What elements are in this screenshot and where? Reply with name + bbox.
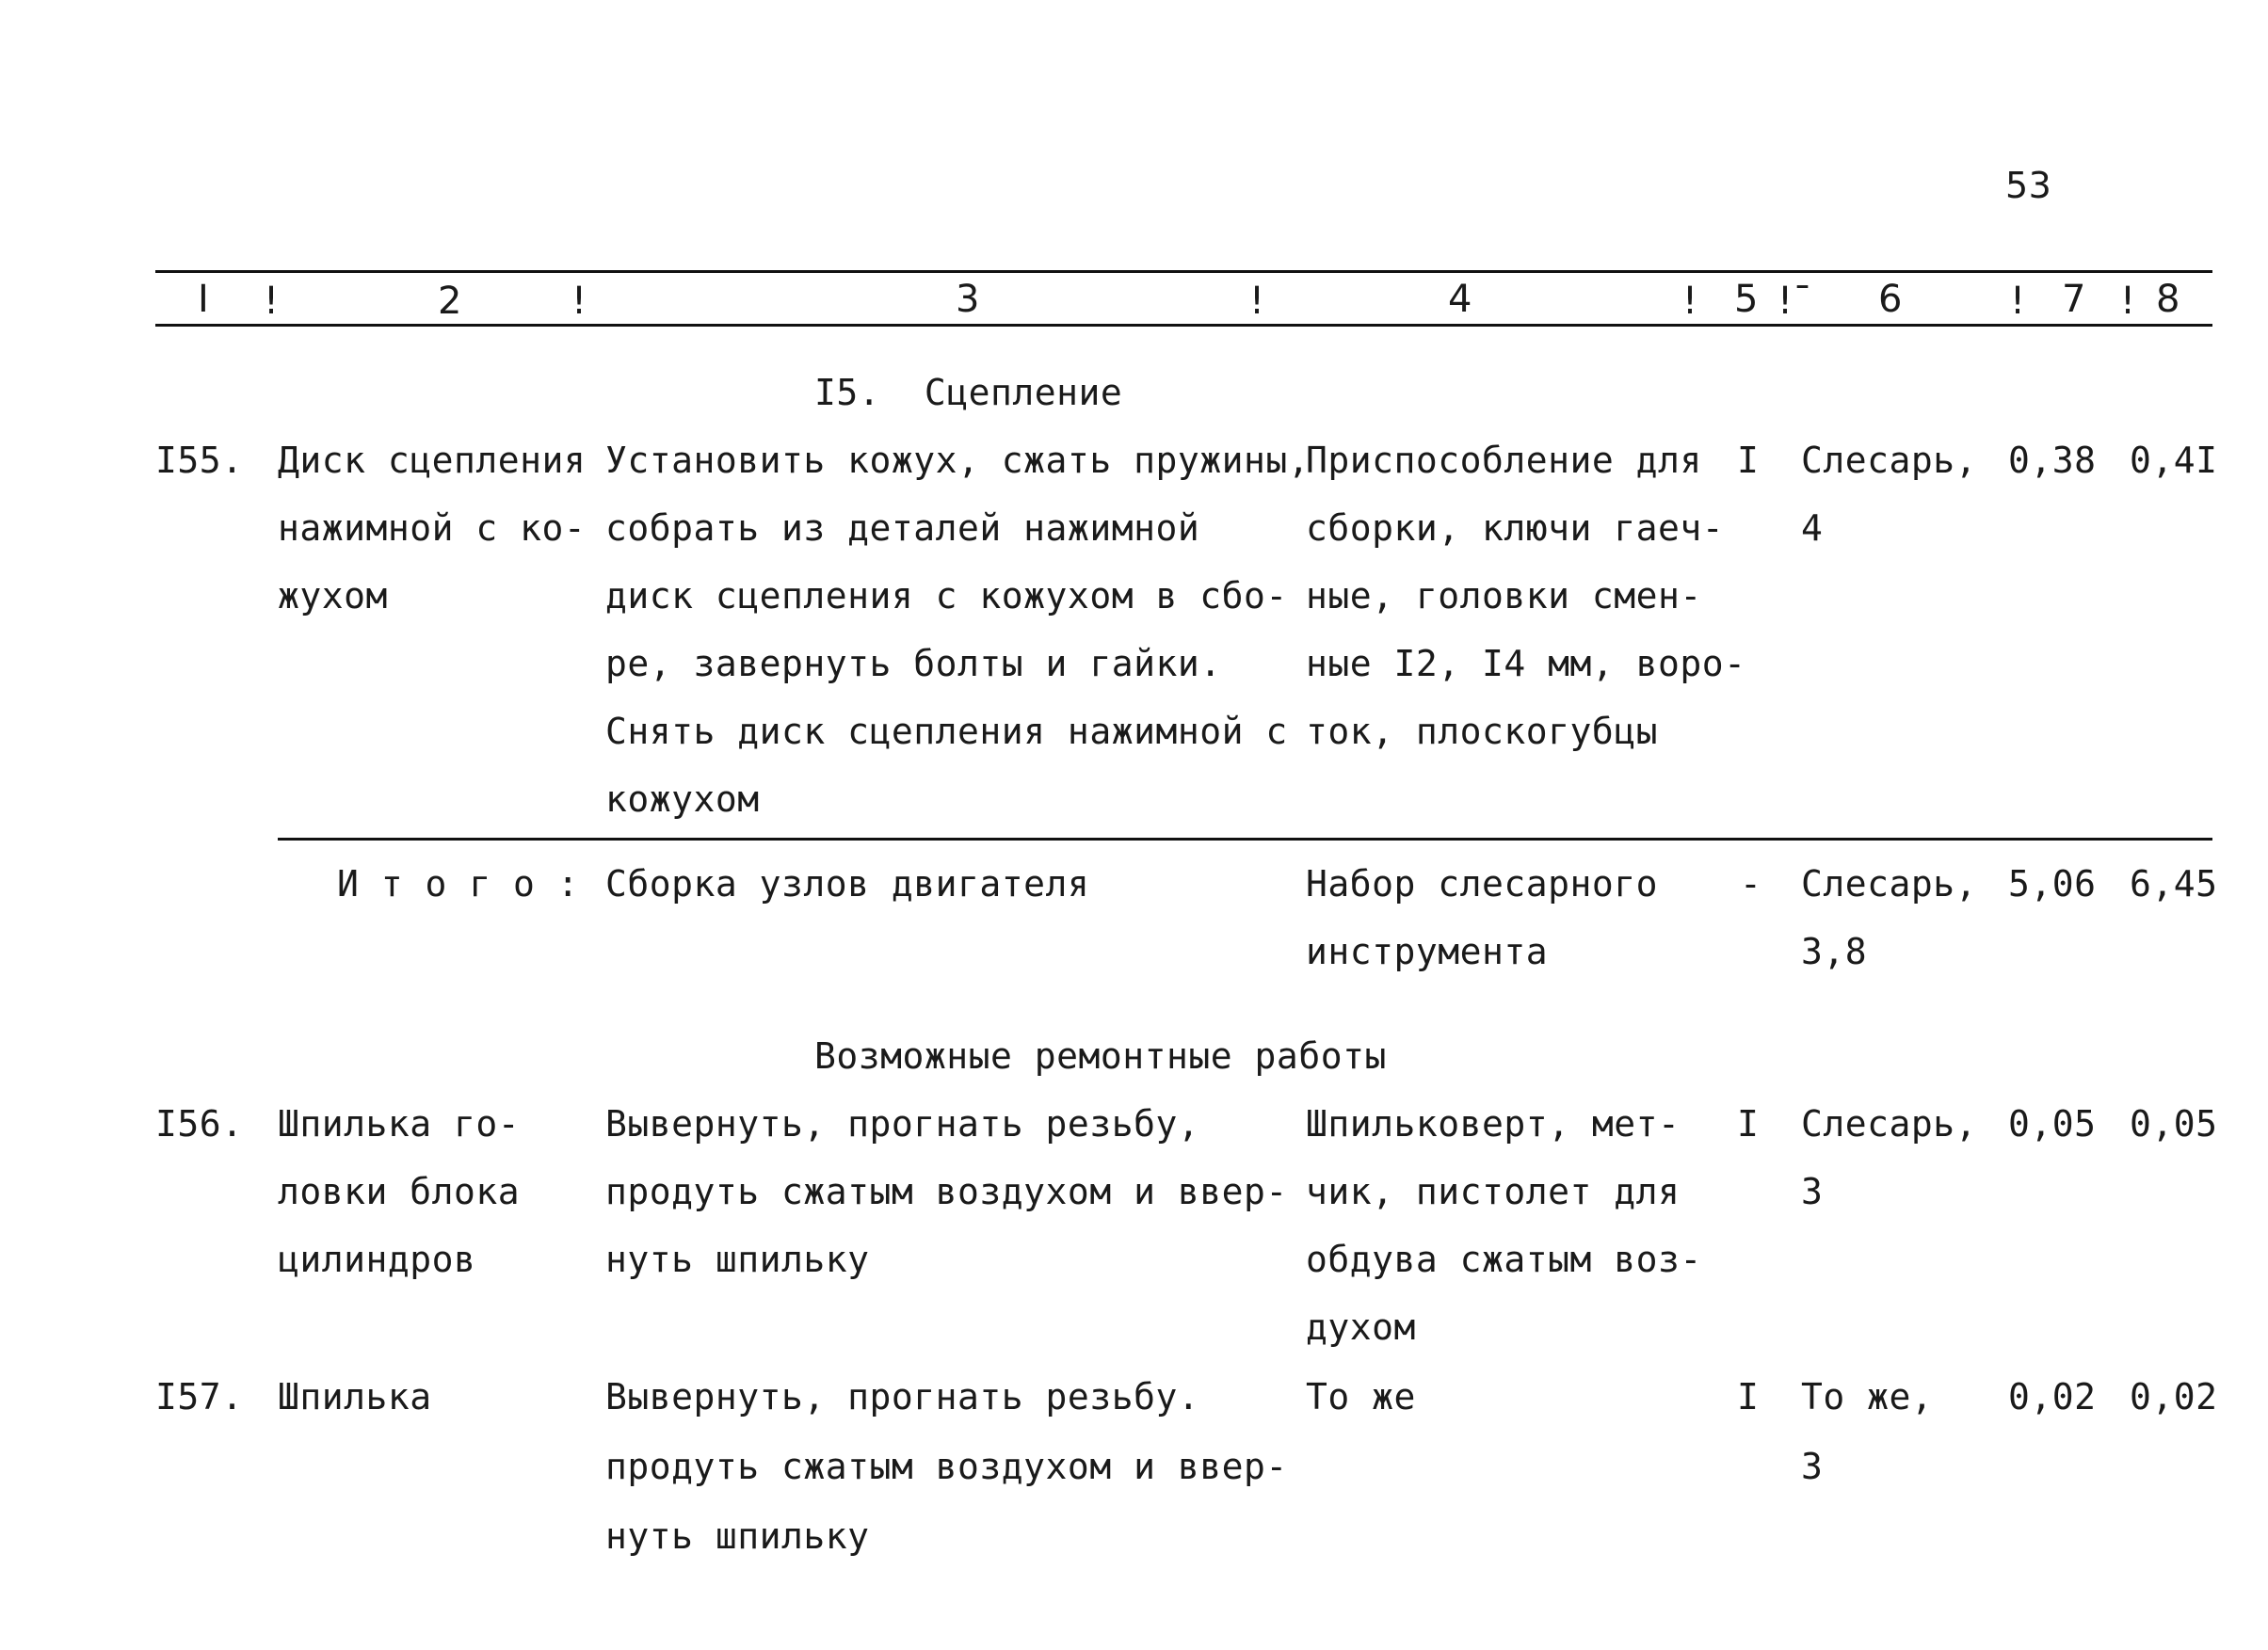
tools-line: То же (1306, 1376, 1416, 1418)
col-header-3: 3 (956, 278, 980, 321)
part-name-line: Диск сцепления (278, 440, 587, 481)
tools-line: сборки, ключи гаеч- (1306, 507, 1725, 549)
tools-line: инструмента (1306, 931, 1549, 972)
row-number: I55. (155, 440, 244, 481)
operation-line: собрать из деталей нажимной (605, 507, 1200, 549)
operation-line: Сборка узлов двигателя (605, 863, 1090, 905)
tools-line: ные, головки смен- (1306, 575, 1702, 617)
tools-line: духом (1306, 1306, 1416, 1348)
operation-line: продуть сжатым воздухом и ввер- (605, 1446, 1288, 1487)
tools-line: обдува сжатым воз- (1306, 1239, 1702, 1280)
row-number: I57. (155, 1376, 244, 1418)
norm-time-cell: 0,05 (2008, 1103, 2097, 1145)
col-separator: ! (1682, 280, 1698, 323)
col-separator: ! (264, 280, 280, 323)
col-separator: ! (1249, 280, 1265, 323)
operation-line: нуть шпильку (605, 1239, 870, 1280)
col-separator: ! (2010, 280, 2026, 323)
page-number: 53 (2005, 165, 2052, 206)
tools-line: чик, пистолет для (1306, 1171, 1681, 1212)
norm-time-cell: 6,45 (2130, 863, 2218, 905)
worker-line: 3 (1801, 1171, 1824, 1212)
norm-time-cell: 5,06 (2008, 863, 2097, 905)
operation-line: кожухом (605, 778, 760, 820)
count-cell: I (1737, 1376, 1760, 1418)
operation-line: Снять диск сцепления нажимной с (605, 711, 1288, 752)
col-header-6: 6 (1878, 278, 1903, 321)
total-label: И т о г о : (337, 863, 580, 905)
col-separator: ! (2120, 280, 2136, 323)
part-name-line: ловки блока (278, 1171, 521, 1212)
worker-line: 4 (1801, 507, 1824, 549)
count-cell: - (1740, 863, 1762, 905)
operation-line: Вывернуть, прогнать резьбу. (605, 1376, 1200, 1418)
operation-line: Вывернуть, прогнать резьбу, (605, 1103, 1200, 1145)
norm-time-cell: 0,02 (2008, 1376, 2097, 1418)
norm-time-cell: 0,05 (2130, 1103, 2218, 1145)
tools-line: Шпильковерт, мет- (1306, 1103, 1681, 1145)
row-number: I56. (155, 1103, 244, 1145)
worker-line: Слесарь, (1801, 440, 1978, 481)
operation-line: нуть шпильку (605, 1515, 870, 1557)
operation-line: ре, завернуть болты и гайки. (605, 643, 1222, 684)
worker-line: 3,8 (1801, 931, 1868, 972)
operation-line: продуть сжатым воздухом и ввер- (605, 1171, 1288, 1212)
tools-line: Приспособление для (1306, 440, 1702, 481)
col-header-5: 5 (1734, 278, 1759, 321)
operation-line: Установить кожух, сжать пружины, (605, 440, 1311, 481)
col-header-1: I (198, 278, 210, 321)
col-header-7: 7 (2062, 278, 2086, 321)
part-name-line: Шпилька (278, 1376, 432, 1418)
col-header-2: 2 (438, 280, 462, 323)
worker-line: Слесарь, (1801, 1103, 1978, 1145)
tools-line: ные I2, I4 мм, воро- (1306, 643, 1746, 684)
part-name-line: нажимной с ко- (278, 507, 587, 549)
worker-line: Слесарь, (1801, 863, 1978, 905)
tools-line: Набор слесарного (1306, 863, 1659, 905)
repair-section-title: Возможные ремонтные работы (814, 1035, 1387, 1077)
norm-time-cell: 0,38 (2008, 440, 2097, 481)
header-top-rule (155, 270, 2212, 273)
count-cell: I (1737, 440, 1760, 481)
header-bottom-rule (155, 324, 2212, 327)
col-header-8: 8 (2156, 278, 2180, 321)
total-separator-rule (278, 838, 2212, 841)
tools-line: ток, плоскогубцы (1306, 711, 1659, 752)
part-name-line: жухом (278, 575, 388, 617)
norm-time-cell: 0,4I (2130, 440, 2218, 481)
col-separator: !ˉ (1777, 280, 1813, 323)
col-header-4: 4 (1448, 278, 1472, 321)
worker-line: 3 (1801, 1446, 1824, 1487)
col-separator: ! (571, 280, 587, 323)
worker-line: То же, (1801, 1376, 1934, 1418)
section-title: I5. Сцепление (814, 372, 1123, 413)
norm-time-cell: 0,02 (2130, 1376, 2218, 1418)
part-name-line: Шпилька го- (278, 1103, 521, 1145)
part-name-line: цилиндров (278, 1239, 476, 1280)
count-cell: I (1737, 1103, 1760, 1145)
operation-line: диск сцепления с кожухом в сбо- (605, 575, 1288, 617)
